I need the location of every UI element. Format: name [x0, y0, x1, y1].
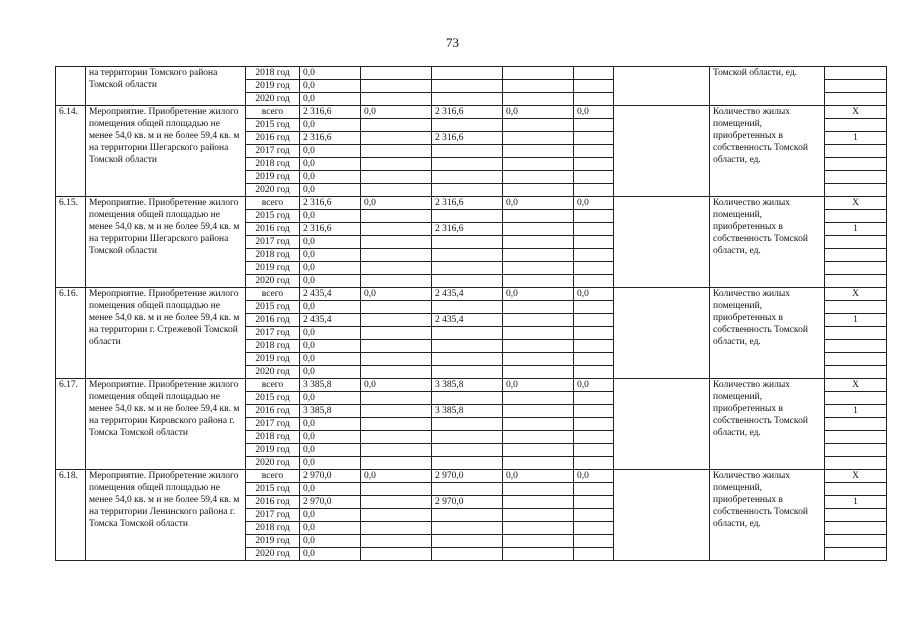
indicator-cell: Томской области, ед. — [710, 67, 825, 106]
target-value-cell — [825, 236, 887, 249]
indicator-cell: Количество жилых помещений, приобретенных в собственность Томской области, ед. — [710, 106, 825, 197]
funding-cell — [432, 535, 503, 548]
year-cell: 2017 год — [246, 418, 300, 431]
funding-cell — [432, 67, 503, 80]
section-number-cell — [56, 67, 86, 106]
funding-cell — [361, 535, 432, 548]
funding-cell — [503, 262, 574, 275]
total-cell: 2 316,6 — [300, 132, 361, 145]
table-row — [56, 379, 887, 392]
funding-cell — [574, 132, 614, 145]
target-value-cell — [825, 366, 887, 379]
section-description: на территории Томского района Томской области — [86, 67, 246, 106]
target-value-cell: Х — [825, 470, 887, 483]
year-cell: 2016 год — [246, 496, 300, 509]
total-cell: 0,0 — [300, 509, 361, 522]
total-cell: 0,0 — [300, 262, 361, 275]
funding-cell — [361, 353, 432, 366]
funding-cell — [503, 314, 574, 327]
page-number: 73 — [446, 35, 459, 50]
year-cell: 2018 год — [246, 431, 300, 444]
funding-cell — [574, 431, 614, 444]
year-cell: 2019 год — [246, 262, 300, 275]
target-value-cell — [825, 93, 887, 106]
funding-cell — [432, 418, 503, 431]
total-cell: 0,0 — [300, 80, 361, 93]
year-cell: 2017 год — [246, 145, 300, 158]
funding-cell — [503, 119, 574, 132]
funding-cell: 0,0 — [574, 379, 614, 392]
section-number: 6.14. — [56, 106, 86, 197]
indicator-cell: Количество жилых помещений, приобретенных в собственность Томской области, ед. — [710, 379, 825, 470]
total-cell: 0,0 — [300, 444, 361, 457]
total-cell: 0,0 — [300, 535, 361, 548]
executor-cell — [614, 379, 710, 470]
year-cell: 2020 год — [246, 366, 300, 379]
target-value-cell — [825, 509, 887, 522]
funding-cell — [432, 457, 503, 470]
funding-cell — [574, 496, 614, 509]
funding-cell — [574, 444, 614, 457]
year-cell: 2017 год — [246, 236, 300, 249]
total-cell: 0,0 — [300, 249, 361, 262]
funding-cell — [361, 67, 432, 80]
funding-cell — [361, 327, 432, 340]
target-value-cell — [825, 392, 887, 405]
total-cell: 0,0 — [300, 353, 361, 366]
funding-cell — [574, 353, 614, 366]
funding-cell — [574, 340, 614, 353]
year-cell: 2019 год — [246, 80, 300, 93]
target-value-cell — [825, 483, 887, 496]
target-value-cell: 1 — [825, 223, 887, 236]
funding-cell — [432, 119, 503, 132]
funding-cell — [361, 210, 432, 223]
funding-cell — [503, 340, 574, 353]
funding-cell — [432, 93, 503, 106]
funding-cell — [361, 236, 432, 249]
funding-cell — [503, 223, 574, 236]
target-value-cell: 1 — [825, 496, 887, 509]
total-cell: 0,0 — [300, 431, 361, 444]
executor-cell — [614, 67, 710, 106]
target-value-cell — [825, 418, 887, 431]
funding-cell — [503, 405, 574, 418]
executor-cell — [614, 106, 710, 197]
funding-cell — [574, 366, 614, 379]
target-value-cell — [825, 275, 887, 288]
funding-cell — [361, 301, 432, 314]
target-value-cell — [825, 158, 887, 171]
total-cell: 2 970,0 — [300, 496, 361, 509]
target-value-cell — [825, 119, 887, 132]
funding-cell — [503, 431, 574, 444]
year-cell: 2016 год — [246, 314, 300, 327]
funding-cell — [574, 405, 614, 418]
funding-cell — [432, 353, 503, 366]
funding-cell — [432, 80, 503, 93]
funding-cell: 0,0 — [503, 379, 574, 392]
funding-cell — [432, 145, 503, 158]
funding-cell — [361, 431, 432, 444]
program-table — [55, 66, 887, 561]
total-cell: 0,0 — [300, 93, 361, 106]
funding-cell — [574, 158, 614, 171]
funding-cell — [361, 93, 432, 106]
funding-cell — [574, 80, 614, 93]
funding-cell — [503, 366, 574, 379]
funding-cell: 2 316,6 — [432, 223, 503, 236]
target-value-cell — [825, 184, 887, 197]
funding-cell: 0,0 — [503, 106, 574, 119]
section-number: 6.17. — [56, 379, 86, 470]
target-value-cell — [825, 431, 887, 444]
funding-cell — [361, 132, 432, 145]
target-value-cell — [825, 145, 887, 158]
funding-cell — [361, 418, 432, 431]
funding-cell — [574, 145, 614, 158]
target-value-cell — [825, 210, 887, 223]
target-value-cell — [825, 262, 887, 275]
funding-cell — [361, 340, 432, 353]
target-value-cell — [825, 80, 887, 93]
funding-cell — [361, 275, 432, 288]
total-cell: 2 970,0 — [300, 470, 361, 483]
funding-cell — [361, 522, 432, 535]
year-cell: 2016 год — [246, 223, 300, 236]
funding-cell: 0,0 — [361, 379, 432, 392]
funding-cell — [432, 301, 503, 314]
year-cell: 2020 год — [246, 93, 300, 106]
indicator-cell: Количество жилых помещений, приобретенных в собственность Томской области, ед. — [710, 288, 825, 379]
funding-cell — [432, 210, 503, 223]
funding-cell — [361, 366, 432, 379]
target-value-cell — [825, 522, 887, 535]
target-value-cell — [825, 444, 887, 457]
funding-cell: 0,0 — [361, 470, 432, 483]
year-cell: всего — [246, 470, 300, 483]
total-cell: 0,0 — [300, 457, 361, 470]
funding-cell — [503, 444, 574, 457]
year-cell: 2020 год — [246, 184, 300, 197]
year-cell: 2015 год — [246, 392, 300, 405]
total-cell: 0,0 — [300, 236, 361, 249]
funding-cell: 2 435,4 — [432, 314, 503, 327]
funding-cell: 0,0 — [574, 470, 614, 483]
funding-cell — [574, 236, 614, 249]
funding-cell: 0,0 — [503, 288, 574, 301]
funding-cell — [432, 444, 503, 457]
year-cell: 2019 год — [246, 171, 300, 184]
year-cell: 2015 год — [246, 119, 300, 132]
year-cell: 2015 год — [246, 301, 300, 314]
total-cell: 2 435,4 — [300, 288, 361, 301]
funding-cell: 2 970,0 — [432, 470, 503, 483]
year-cell: всего — [246, 379, 300, 392]
funding-cell — [574, 249, 614, 262]
target-value-cell: Х — [825, 197, 887, 210]
table-row — [56, 67, 887, 80]
funding-cell — [574, 67, 614, 80]
funding-cell — [503, 145, 574, 158]
funding-cell — [574, 483, 614, 496]
total-cell: 2 316,6 — [300, 106, 361, 119]
year-cell: 2020 год — [246, 457, 300, 470]
funding-cell — [361, 249, 432, 262]
funding-cell — [432, 184, 503, 197]
total-cell: 0,0 — [300, 119, 361, 132]
funding-cell — [574, 184, 614, 197]
funding-cell — [574, 314, 614, 327]
target-value-cell — [825, 457, 887, 470]
section-description: Мероприятие. Приобретение жилого помещения общей площадью не менее 54,0 кв. м и не более 59,4 кв. м на территории Шегарского района Томской области — [86, 197, 246, 288]
total-cell: 0,0 — [300, 158, 361, 171]
funding-cell — [361, 483, 432, 496]
year-cell: 2015 год — [246, 483, 300, 496]
funding-cell: 0,0 — [574, 106, 614, 119]
total-cell: 2 435,4 — [300, 314, 361, 327]
year-cell: всего — [246, 106, 300, 119]
funding-cell — [503, 132, 574, 145]
target-value-cell: Х — [825, 379, 887, 392]
funding-cell — [361, 262, 432, 275]
funding-cell — [432, 171, 503, 184]
funding-cell — [503, 418, 574, 431]
executor-cell — [614, 470, 710, 561]
funding-cell — [503, 184, 574, 197]
total-cell: 0,0 — [300, 340, 361, 353]
funding-cell — [361, 405, 432, 418]
year-cell: 2020 год — [246, 275, 300, 288]
total-cell: 0,0 — [300, 418, 361, 431]
year-cell: 2018 год — [246, 249, 300, 262]
funding-cell — [361, 496, 432, 509]
funding-cell — [432, 158, 503, 171]
funding-cell: 3 385,8 — [432, 405, 503, 418]
total-cell: 3 385,8 — [300, 379, 361, 392]
funding-cell — [503, 496, 574, 509]
total-cell: 3 385,8 — [300, 405, 361, 418]
funding-cell — [503, 158, 574, 171]
total-cell: 0,0 — [300, 171, 361, 184]
year-cell: 2017 год — [246, 327, 300, 340]
funding-cell: 0,0 — [574, 197, 614, 210]
funding-cell: 0,0 — [361, 288, 432, 301]
year-cell: 2019 год — [246, 444, 300, 457]
funding-cell — [574, 522, 614, 535]
target-value-cell — [825, 327, 887, 340]
funding-cell — [361, 314, 432, 327]
funding-cell — [361, 171, 432, 184]
indicator-cell: Количество жилых помещений, приобретенных в собственность Томской области, ед. — [710, 197, 825, 288]
funding-cell: 0,0 — [503, 197, 574, 210]
funding-cell — [432, 522, 503, 535]
year-cell: 2019 год — [246, 535, 300, 548]
year-cell: всего — [246, 288, 300, 301]
funding-cell — [503, 80, 574, 93]
funding-cell — [503, 93, 574, 106]
total-cell: 0,0 — [300, 145, 361, 158]
year-cell: всего — [246, 197, 300, 210]
funding-cell: 0,0 — [361, 197, 432, 210]
funding-cell — [503, 171, 574, 184]
funding-cell — [432, 249, 503, 262]
year-cell: 2018 год — [246, 158, 300, 171]
target-value-cell — [825, 171, 887, 184]
total-cell: 2 316,6 — [300, 223, 361, 236]
funding-cell — [574, 275, 614, 288]
section-description: Мероприятие. Приобретение жилого помещения общей площадью не менее 54,0 кв. м и не более 59,4 кв. м на территории Ленинского района г. Томска Томской области — [86, 470, 246, 561]
total-cell: 0,0 — [300, 327, 361, 340]
total-cell: 0,0 — [300, 184, 361, 197]
table-body — [56, 67, 887, 561]
funding-cell — [432, 392, 503, 405]
funding-cell — [503, 301, 574, 314]
target-value-cell — [825, 249, 887, 262]
target-value-cell: Х — [825, 288, 887, 301]
funding-cell — [361, 158, 432, 171]
funding-cell — [503, 522, 574, 535]
funding-cell — [574, 171, 614, 184]
year-cell: 2018 год — [246, 522, 300, 535]
funding-cell — [432, 509, 503, 522]
table-row — [56, 288, 887, 301]
funding-cell — [361, 548, 432, 561]
section-number: 6.16. — [56, 288, 86, 379]
funding-cell: 2 316,6 — [432, 106, 503, 119]
funding-cell: 0,0 — [361, 106, 432, 119]
target-value-cell — [825, 301, 887, 314]
target-value-cell — [825, 340, 887, 353]
total-cell: 0,0 — [300, 301, 361, 314]
total-cell: 0,0 — [300, 366, 361, 379]
total-cell: 0,0 — [300, 210, 361, 223]
funding-cell — [574, 457, 614, 470]
funding-cell — [432, 327, 503, 340]
section-number: 6.18. — [56, 470, 86, 561]
section-description: Мероприятие. Приобретение жилого помещения общей площадью не менее 54,0 кв. м и не более 59,4 кв. м на территории г. Стрежевой Томской области — [86, 288, 246, 379]
funding-cell — [574, 392, 614, 405]
table-row — [56, 470, 887, 483]
funding-cell — [503, 535, 574, 548]
year-cell: 2015 год — [246, 210, 300, 223]
total-cell: 0,0 — [300, 392, 361, 405]
funding-cell — [432, 366, 503, 379]
funding-cell — [574, 418, 614, 431]
funding-cell — [574, 535, 614, 548]
funding-cell: 2 316,6 — [432, 197, 503, 210]
section-number: 6.15. — [56, 197, 86, 288]
funding-cell — [503, 275, 574, 288]
target-value-cell — [825, 353, 887, 366]
funding-cell — [432, 548, 503, 561]
funding-cell — [574, 548, 614, 561]
target-value-cell — [825, 67, 887, 80]
funding-cell — [503, 249, 574, 262]
table-row — [56, 197, 887, 210]
funding-cell — [361, 184, 432, 197]
executor-cell — [614, 197, 710, 288]
funding-cell — [574, 93, 614, 106]
executor-cell — [614, 288, 710, 379]
section-description: Мероприятие. Приобретение жилого помещения общей площадью не менее 54,0 кв. м и не более 59,4 кв. м на территории Шегарского района Томской области — [86, 106, 246, 197]
funding-cell — [574, 301, 614, 314]
target-value-cell — [825, 548, 887, 561]
funding-cell: 2 970,0 — [432, 496, 503, 509]
funding-cell: 0,0 — [503, 470, 574, 483]
funding-cell: 0,0 — [574, 288, 614, 301]
funding-cell: 2 435,4 — [432, 288, 503, 301]
table-row — [56, 106, 887, 119]
funding-cell — [574, 327, 614, 340]
funding-cell — [432, 262, 503, 275]
funding-cell — [361, 392, 432, 405]
funding-cell — [503, 392, 574, 405]
year-cell: 2019 год — [246, 353, 300, 366]
total-cell: 2 316,6 — [300, 197, 361, 210]
target-value-cell — [825, 535, 887, 548]
funding-cell — [503, 353, 574, 366]
year-cell: 2017 год — [246, 509, 300, 522]
funding-cell — [432, 340, 503, 353]
funding-cell — [432, 431, 503, 444]
year-cell: 2020 год — [246, 548, 300, 561]
total-cell: 0,0 — [300, 275, 361, 288]
target-value-cell: 1 — [825, 132, 887, 145]
section-description: Мероприятие. Приобретение жилого помещения общей площадью не менее 54,0 кв. м и не более 59,4 кв. м на территории Кировского района г. Томска Томской области — [86, 379, 246, 470]
funding-cell — [574, 210, 614, 223]
funding-cell — [574, 262, 614, 275]
funding-cell: 3 385,8 — [432, 379, 503, 392]
funding-cell — [574, 119, 614, 132]
funding-cell — [574, 509, 614, 522]
funding-cell — [574, 223, 614, 236]
year-cell: 2018 год — [246, 67, 300, 80]
funding-cell — [503, 327, 574, 340]
funding-cell — [432, 236, 503, 249]
total-cell: 0,0 — [300, 522, 361, 535]
indicator-cell: Количество жилых помещений, приобретенных в собственность Томской области, ед. — [710, 470, 825, 561]
funding-cell — [503, 457, 574, 470]
total-cell: 0,0 — [300, 483, 361, 496]
funding-cell — [503, 483, 574, 496]
funding-cell — [503, 210, 574, 223]
year-cell: 2016 год — [246, 405, 300, 418]
total-cell: 0,0 — [300, 67, 361, 80]
funding-cell — [361, 457, 432, 470]
funding-cell — [361, 80, 432, 93]
funding-cell: 2 316,6 — [432, 132, 503, 145]
target-value-cell: 1 — [825, 314, 887, 327]
target-value-cell: 1 — [825, 405, 887, 418]
target-value-cell: Х — [825, 106, 887, 119]
funding-cell — [503, 548, 574, 561]
funding-cell — [361, 223, 432, 236]
funding-cell — [361, 119, 432, 132]
funding-cell — [432, 483, 503, 496]
funding-cell — [361, 145, 432, 158]
funding-cell — [432, 275, 503, 288]
funding-cell — [361, 509, 432, 522]
year-cell: 2016 год — [246, 132, 300, 145]
funding-cell — [361, 444, 432, 457]
year-cell: 2018 год — [246, 340, 300, 353]
funding-cell — [503, 67, 574, 80]
funding-cell — [503, 509, 574, 522]
total-cell: 0,0 — [300, 548, 361, 561]
funding-cell — [503, 236, 574, 249]
